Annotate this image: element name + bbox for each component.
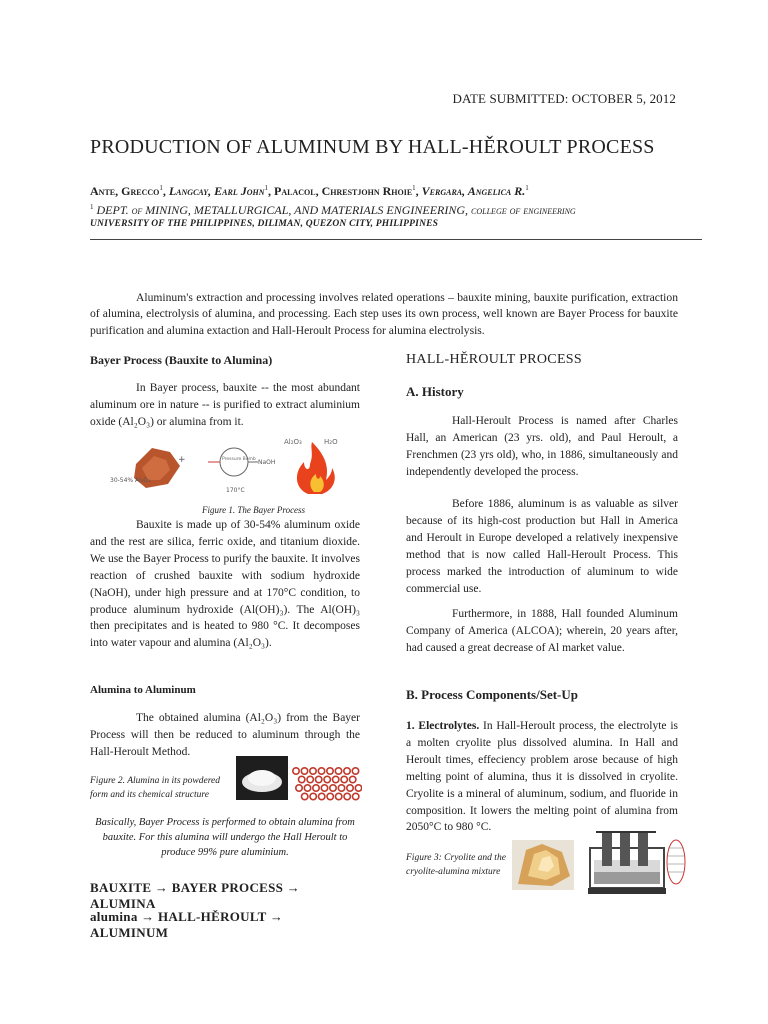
pressure-vessel-icon bbox=[208, 448, 258, 476]
structure-ring bbox=[313, 785, 319, 791]
structure-ring bbox=[304, 785, 310, 791]
fig1-bauxite-label: 30-54% Al₂O₃ bbox=[110, 477, 151, 484]
structure-ring bbox=[333, 776, 339, 782]
structure-ring bbox=[310, 768, 316, 774]
structure-ring bbox=[296, 785, 302, 791]
svg-text:+: + bbox=[178, 455, 186, 465]
alumina-chemical-structure bbox=[290, 766, 362, 802]
electrolytic-cell-diagram bbox=[580, 826, 688, 900]
structure-ring bbox=[319, 793, 325, 799]
structure-ring bbox=[327, 793, 333, 799]
paper-title: PRODUCTION OF ALUMINUM BY HALL-HĚROULT PROCESS bbox=[90, 136, 655, 158]
structure-ring bbox=[310, 793, 316, 799]
structure-ring bbox=[350, 776, 356, 782]
structure-ring bbox=[302, 793, 308, 799]
author-1: Ante, Grecco bbox=[90, 184, 160, 198]
structure-ring bbox=[324, 776, 330, 782]
history-paragraph-2: Before 1886, aluminum is as valuable as silver because of its high-cost production but Hall in America and Heroult in Europe developed a relatively inexpensive method that is now called Hall-Heroult Process. This process marked the introduction of aluminum to wide commercial use. bbox=[406, 498, 678, 595]
structure-ring bbox=[353, 793, 359, 799]
components-heading: B. Process Components/Set-Up bbox=[406, 687, 579, 702]
flow-line-1: BAUXITE → BAYER PROCESS → ALUMINA bbox=[90, 880, 301, 911]
structure-ring bbox=[321, 785, 327, 791]
structure-ring bbox=[335, 768, 341, 774]
history-heading: A. History bbox=[406, 384, 464, 399]
structure-ring bbox=[316, 776, 322, 782]
bayer-paragraph-1: In Bayer process, bauxite -- the most abundant aluminum ore in nature -- is purified to extract aluminium oxide (Al₂O₃) or alumina from it. bbox=[90, 382, 360, 428]
bayer-paragraph-2: Bauxite is made up of 30-54% aluminum oxide and the rest are silica, ferric oxide, and titanium dioxide. We use the Bayer Process to purify the bauxite. It involves reaction of crushed bauxite with sodium hydroxide (NaOH), under high pressure and at 170°C condition, to produce aluminum hydroxide (Al(OH)₃). The Al(OH)₃ then precipitates and is heated to 980 °C. It decomposes into water vapour and alumina (Al₂O₃). bbox=[90, 519, 360, 650]
figure-1-bayer-process bbox=[108, 434, 348, 498]
date-submitted: DATE SUBMITTED: OCTOBER 5, 2012 bbox=[452, 91, 676, 106]
fig1-h2o-label: H₂O bbox=[324, 438, 338, 446]
affiliation-university: UNIVERSITY OF THE PHILIPPINES, DILIMAN, QUEZON CITY, PHILIPPINES bbox=[90, 219, 439, 229]
structure-ring bbox=[336, 793, 342, 799]
structure-ring bbox=[344, 793, 350, 799]
structure-ring bbox=[352, 768, 358, 774]
structure-ring bbox=[355, 785, 361, 791]
history-paragraph-3: Furthermore, in 1888, Hall founded Aluminum Company of America (ALCOA); wherein, 20 years after, had caused a great decrease of Al market value. bbox=[406, 608, 678, 654]
flow-line-2: alumina → HALL-HĚROULT → ALUMINUM bbox=[90, 909, 284, 940]
flame-icon bbox=[297, 442, 335, 494]
history-paragraph-1: Hall-Heroult Process is named after Charles Hall, an American (23 yrs. old), and Paul Heroult, a Frenchmen (23 yrs old), who, in 1886, simultaneously and independently developed the process. bbox=[406, 415, 678, 478]
figure-1-caption: Figure 1. The Bayer Process bbox=[202, 505, 306, 515]
bayer-heading: Bayer Process (Bauxite to Alumina) bbox=[90, 353, 273, 367]
structure-ring bbox=[347, 785, 353, 791]
figure-3-caption: Figure 3: Cryolite and the cryolite-alumina mixture bbox=[406, 853, 506, 877]
svg-text:Pressure Bomb: Pressure Bomb bbox=[222, 457, 256, 462]
structure-ring bbox=[307, 776, 313, 782]
header-divider bbox=[90, 239, 702, 240]
fig1-temp-label: 170°C bbox=[226, 487, 245, 494]
alumina-heading: Alumina to Aluminum bbox=[90, 684, 196, 696]
author-list: Ante, Grecco$^1$, Langcay, Earl John$^1$, Palacol, Chrestjohn Rhoie$^1$, Vergara, Angelica R.$^1$ bbox=[90, 184, 529, 198]
electrolytes-paragraph: 1. Electrolytes. In Hall-Heroult process, the electrolyte is a molten cryolite plus dissolved alumina. In Hall and Heroult times, effeciency problem arose because of high melting point of alumina, thus it is dissolved in cryolite. Cryolite is a mineral of aluminum, sodium, and fluoride in composition. It lowers the melting point of alumina from 2050°C to 980 °C. bbox=[406, 720, 679, 834]
structure-ring bbox=[341, 776, 347, 782]
structure-ring bbox=[318, 768, 324, 774]
structure-ring bbox=[338, 785, 344, 791]
structure-ring bbox=[293, 768, 299, 774]
structure-ring bbox=[327, 768, 333, 774]
hall-heroult-heading: HALL-HĚROULT PROCESS bbox=[406, 352, 582, 367]
alumina-paragraph: The obtained alumina (Al₂O₃) from the Bayer Process will then be reduced to aluminum through the Hall-Heroult Method. bbox=[90, 712, 360, 758]
figure-2-caption: Figure 2. Alumina in its powdered form and its chemical structure bbox=[90, 776, 221, 800]
fig1-al2o3-label: Al₂O₃ bbox=[284, 438, 302, 446]
author-4: Vergara, Angelica R. bbox=[421, 184, 526, 198]
alumina-powder-photo bbox=[236, 756, 288, 800]
affiliation-department: $^1$ DEPT. of MINING, METALLURGICAL, AND MATERIALS ENGINEERING, college of engineering bbox=[90, 203, 576, 217]
structure-ring bbox=[299, 776, 305, 782]
cryolite-photo bbox=[512, 840, 574, 890]
bayer-summary: Basically, Bayer Process is performed to obtain alumina from bauxite. For this alumina will undergo the Hall Heroult to produce 99% pure aluminium. bbox=[95, 817, 355, 858]
structure-ring bbox=[301, 768, 307, 774]
abstract: Aluminum's extraction and processing involves related operations – bauxite mining, bauxite purification, extraction of alumina, electrolysis of alumina, and processing. Each step uses its own process, well known are Bayer Process for bauxite purification and alumina extaction and Hall-Heroult Process for alumina electrolysis. bbox=[90, 291, 678, 337]
author-2: Langcay, Earl John bbox=[168, 184, 265, 198]
fig1-naoh-label: NaOH bbox=[258, 459, 276, 466]
author-3: Palacol, Chrestjohn Rhoie bbox=[274, 184, 413, 198]
structure-ring bbox=[330, 785, 336, 791]
structure-ring bbox=[344, 768, 350, 774]
electrolytes-label: 1. Electrolytes. bbox=[406, 720, 480, 732]
